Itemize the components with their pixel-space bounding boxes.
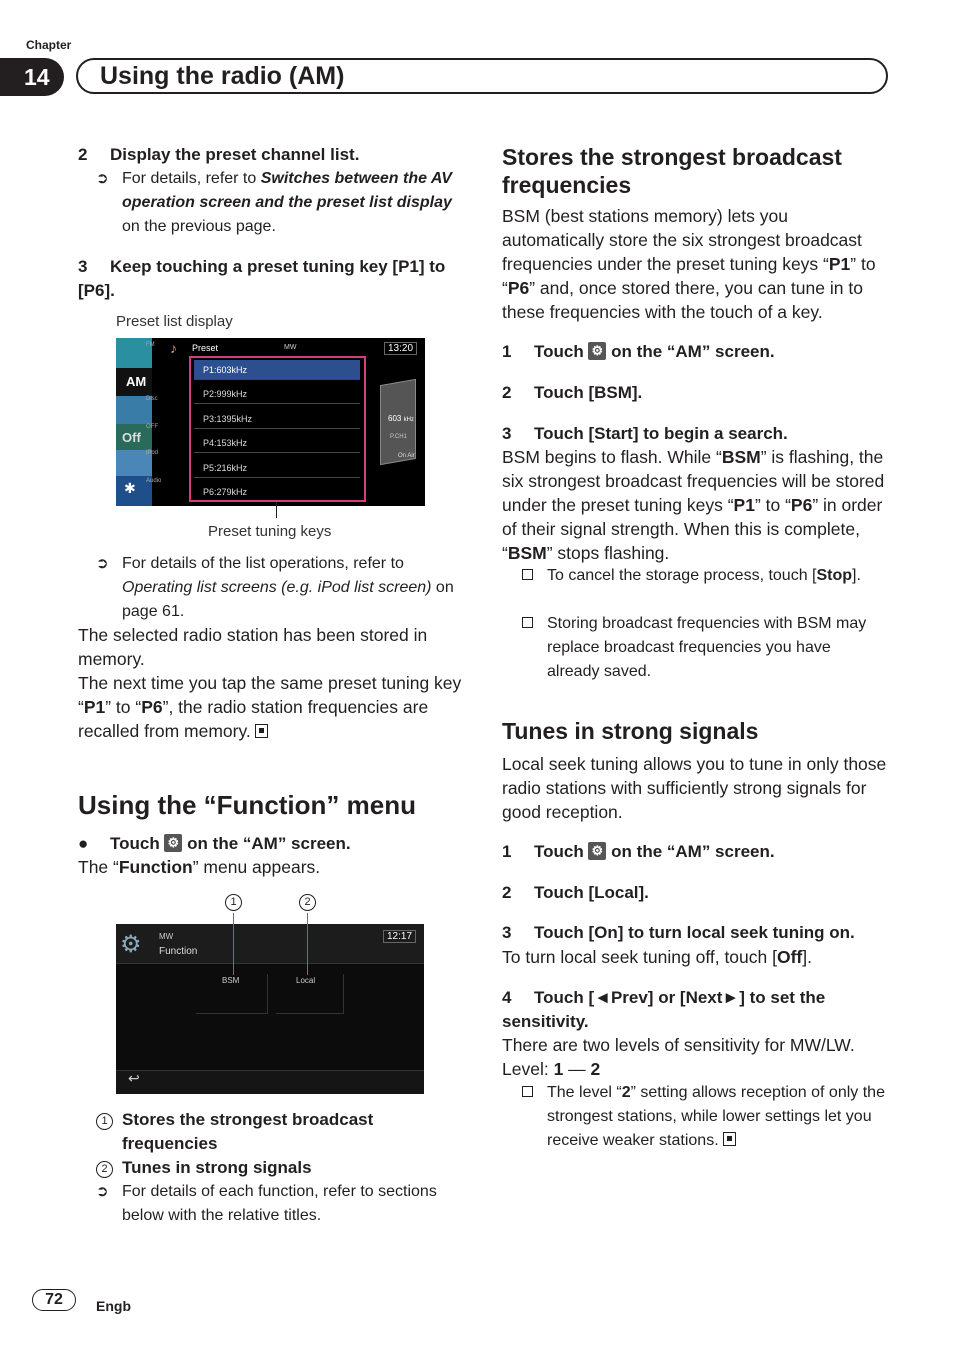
preset-row[interactable]: P5:216kHz <box>194 458 360 478</box>
note-text: For details, refer to <box>122 170 261 187</box>
chapter-title: Using the radio (AM) <box>76 58 888 94</box>
note-reference: Operating list screens (e.g. iPod list screen) <box>122 579 432 596</box>
back-icon[interactable]: ↩ <box>128 1070 140 1086</box>
callout-number: 1 <box>96 1113 113 1130</box>
preset-row[interactable]: P6:279kHz <box>194 482 360 502</box>
screen-title: Function <box>159 946 198 957</box>
checkbox-bullet-icon <box>522 569 533 580</box>
function-icon <box>588 342 606 360</box>
para-text: Level: <box>502 1059 554 1079</box>
screen-footer-bar <box>116 1070 424 1094</box>
para-text: ]. <box>802 947 812 967</box>
para-text: ” to “ <box>754 495 791 515</box>
para-text: ” stops flashing. <box>546 543 670 563</box>
note-text: on the previous page. <box>122 218 276 235</box>
bullet-icon: ● <box>78 834 89 853</box>
step-number: 1 <box>502 342 512 361</box>
step-number: 4 <box>502 988 512 1007</box>
page-number: 72 <box>32 1289 76 1311</box>
para-text: ” to “ <box>105 697 142 717</box>
stop-key: Stop <box>816 567 853 584</box>
step-text: Touch [BSM]. <box>534 383 643 402</box>
key-p1: P1 <box>828 254 851 274</box>
end-mark-icon <box>723 1132 736 1146</box>
step-text: Touch [On] to turn local seek tuning on. <box>534 923 855 942</box>
step-text: Keep touching a preset tuning key [P1] to [P6]. <box>78 257 446 300</box>
step-text: on the “AM” screen. <box>606 342 775 361</box>
para-text: BSM begins to flash. While “ <box>502 447 722 467</box>
legend-item-1 <box>96 1108 466 1156</box>
step-text: on the “AM” screen. <box>182 834 351 853</box>
touch-function-bullet <box>78 832 351 856</box>
bsm-paragraph <box>502 204 892 324</box>
local-step-2 <box>502 881 649 905</box>
bsm-button[interactable]: BSM <box>196 974 268 1014</box>
level-value: 2 <box>590 1059 601 1079</box>
on-air-label: On Air <box>398 453 415 459</box>
step-number: 3 <box>78 257 88 276</box>
callout-number: 2 <box>96 1161 113 1178</box>
local-step-3-body <box>502 945 812 969</box>
side-button-off: Off <box>116 424 152 454</box>
screen-band: MW <box>159 932 174 941</box>
frequency-value: 603 <box>388 414 402 423</box>
function-icon <box>164 834 182 852</box>
screen-band: MW <box>284 344 297 351</box>
off-key: Off <box>776 947 803 967</box>
preset-row[interactable]: P4:153kHz <box>194 433 360 453</box>
step-text: Touch <box>534 842 589 861</box>
arrow-icon: ➲ <box>96 1183 109 1200</box>
bsm-note-replace <box>522 612 872 684</box>
bsm-heading: Stores the strongest broadcast frequencies <box>502 144 842 198</box>
step-number: 1 <box>502 842 512 861</box>
sensitivity-level <box>502 1057 600 1081</box>
preset-list-screenshot <box>116 338 425 506</box>
local-step-1 <box>502 840 775 864</box>
figure-caption: Preset tuning keys <box>208 523 332 540</box>
key-p1: P1 <box>83 697 106 717</box>
step-text: Touch [Start] to begin a search. <box>534 424 788 443</box>
note-text: on page 61. <box>122 579 454 620</box>
music-note-icon: ♪ <box>170 340 177 356</box>
para-text: ” to “ <box>502 254 876 298</box>
step-text: Touch <box>110 834 165 853</box>
preset-channel: P.CH1 <box>390 434 407 440</box>
step-number: 3 <box>502 424 512 443</box>
figure-caption: Preset list display <box>116 313 233 330</box>
local-step-4-body: There are two levels of sensitivity for MW/LW. <box>502 1035 855 1055</box>
callout-number: 1 <box>225 894 242 911</box>
tab-ipod: iPod <box>146 450 159 456</box>
bsm-word: BSM <box>721 447 761 467</box>
preset-row[interactable]: P1:603kHz <box>194 360 360 380</box>
para-text: The next time you tap the same preset tuning key “ <box>78 673 462 717</box>
key-p6: P6 <box>507 278 530 298</box>
frequency-readout <box>388 414 414 423</box>
para-text: ”, the radio station frequencies are recalled from memory. <box>78 697 429 741</box>
tab-off: OFF <box>146 424 158 430</box>
step-number: 2 <box>78 145 88 164</box>
step-text: Display the preset channel list. <box>110 145 360 164</box>
paragraph-stored: The selected radio station has been stored in memory. <box>78 625 428 669</box>
arrow-icon: ➲ <box>96 170 109 187</box>
legend-text: Tunes in strong signals <box>122 1158 312 1177</box>
note-text: The level “ <box>547 1084 622 1101</box>
arrow-icon: ➲ <box>96 555 109 572</box>
screen-clock: 12:17 <box>383 930 416 943</box>
highlight-frame <box>189 356 366 502</box>
level-value: 2 <box>621 1084 631 1101</box>
function-icon <box>588 842 606 860</box>
note-text: Storing broadcast frequencies with BSM may replace broadcast frequencies you have already saved. <box>547 615 867 680</box>
screen-header-label: Preset <box>192 343 219 353</box>
bsm-step-3-body <box>502 445 892 565</box>
step-keep-touching <box>78 255 463 303</box>
note-refer-switches <box>96 167 466 239</box>
para-text: The “ <box>78 857 119 877</box>
legend-item-2 <box>96 1156 466 1180</box>
note-text: ” setting allows reception of only the strongest stations, while lower settings let you receive weaker stations. <box>547 1084 885 1149</box>
paragraph-recalled <box>78 671 463 743</box>
function-word: Function <box>118 857 193 877</box>
note-text: For details of the list operations, refer to <box>122 555 404 572</box>
preset-row[interactable]: P2:999kHz <box>194 384 360 404</box>
step-text: Touch [◄Prev] or [Next►] to set the sensitivity. <box>502 988 826 1031</box>
bluetooth-icon: ✱ <box>116 476 152 506</box>
function-menu-screenshot <box>116 924 424 1094</box>
level-value: 1 <box>553 1059 564 1079</box>
note-reference: Switches between the AV operation screen and the preset list display <box>122 170 452 211</box>
note-text: To cancel the storage process, touch [ <box>547 567 817 584</box>
legend-text: Stores the strongest broadcast frequencies <box>122 1110 374 1153</box>
bsm-word: BSM <box>507 543 547 563</box>
callout-number: 2 <box>299 894 316 911</box>
language-code: Engb <box>96 1298 131 1314</box>
note-text: ]. <box>852 567 861 584</box>
callout-line-2 <box>307 913 308 975</box>
callout-line <box>276 502 277 518</box>
para-text: ” is flashing, the six strongest broadcast frequencies will be stored under the preset tuning keys “ <box>502 447 885 515</box>
local-step-4 <box>502 986 894 1034</box>
local-button[interactable]: Local <box>276 974 344 1014</box>
para-text: ” menu appears. <box>192 857 321 877</box>
key-p6: P6 <box>141 697 163 717</box>
para-text: To turn local seek tuning off, touch [ <box>502 947 777 967</box>
frequency-unit: kHz <box>403 417 414 423</box>
screen-clock: 13:20 <box>384 342 417 355</box>
tab-fm: FM <box>146 342 155 348</box>
level-note <box>522 1081 892 1153</box>
note-each-function <box>96 1180 446 1228</box>
para-text: — <box>563 1059 591 1079</box>
callout-line-1 <box>233 913 234 975</box>
checkbox-bullet-icon <box>522 1086 533 1097</box>
step-text: on the “AM” screen. <box>606 842 775 861</box>
tab-disc: Disc <box>146 396 158 402</box>
para-text: ” and, once stored there, you can tune in to these frequencies with the touch of a key. <box>502 278 863 322</box>
bsm-note-cancel <box>522 564 872 588</box>
chapter-number: 14 <box>0 58 64 96</box>
callout-2 <box>299 893 316 911</box>
side-button-am: AM <box>116 368 152 398</box>
step-display-preset <box>78 143 463 167</box>
callout-1 <box>225 893 242 911</box>
chapter-label: Chapter <box>26 38 72 52</box>
screen-header-bar <box>116 924 424 964</box>
key-p1: P1 <box>733 495 755 515</box>
para-text: ” in order of their signal strength. When this is complete, “ <box>502 495 883 563</box>
tab-audio: Audio <box>146 478 162 484</box>
checkbox-bullet-icon <box>522 617 533 628</box>
preset-row[interactable]: P3:1395kHz <box>194 409 360 429</box>
para-text: BSM (best stations memory) lets you automatically store the six strongest broadcast frequencies under the preset tuning keys “ <box>502 206 862 274</box>
step-number: 2 <box>502 383 512 402</box>
bsm-step-1 <box>502 340 775 364</box>
local-step-3 <box>502 921 855 945</box>
step-number: 3 <box>502 923 512 942</box>
local-heading: Tunes in strong signals <box>502 718 759 744</box>
step-text: Touch [Local]. <box>534 883 649 902</box>
key-p6: P6 <box>790 495 813 515</box>
note-list-operations <box>96 552 466 624</box>
step-number: 2 <box>502 883 512 902</box>
note-text: For details of each function, refer to sections below with the relative titles. <box>122 1183 437 1224</box>
function-menu-heading: Using the “Function” menu <box>78 790 416 820</box>
gear-icon: ⚙ <box>120 931 142 958</box>
function-appears <box>78 855 320 879</box>
bsm-step-2 <box>502 381 642 405</box>
local-paragraph: Local seek tuning allows you to tune in only those radio stations with sufficiently strong signals for good reception. <box>502 754 887 822</box>
step-text: Touch <box>534 342 589 361</box>
bsm-step-3 <box>502 422 788 446</box>
end-mark-icon <box>255 724 268 738</box>
